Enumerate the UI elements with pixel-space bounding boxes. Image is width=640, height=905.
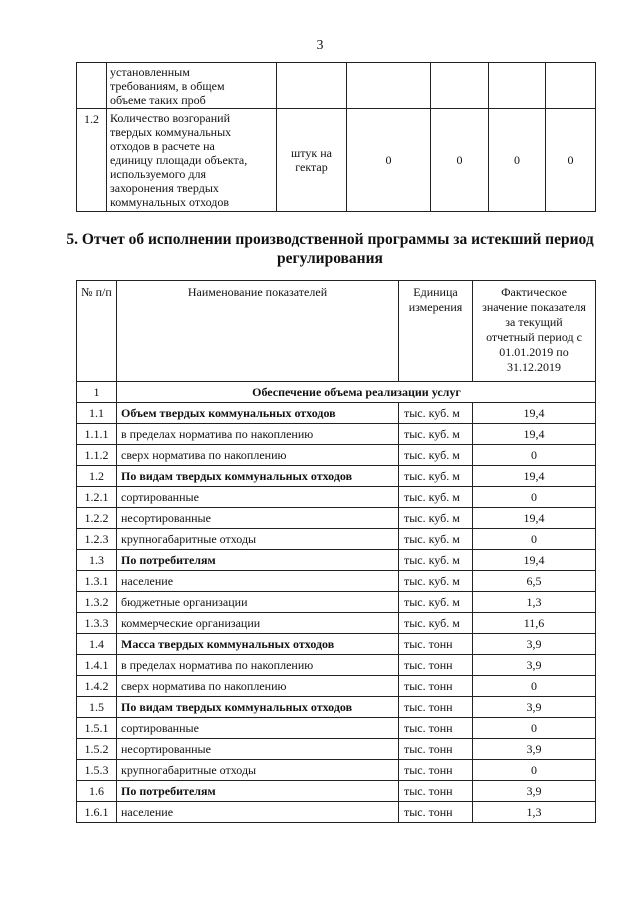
- row-number: 1.3: [77, 550, 117, 571]
- value-cell: 0: [473, 445, 596, 466]
- name-line: установленным: [110, 65, 190, 79]
- row-number: 1: [77, 382, 117, 403]
- indicator-name: По потребителям: [117, 781, 399, 802]
- row-number: 1.1.1: [77, 424, 117, 445]
- name-line: твердых коммунальных: [110, 125, 232, 139]
- value-cell: [489, 63, 546, 109]
- indicator-name: сортированные: [117, 487, 399, 508]
- value-cell: [431, 63, 489, 109]
- header-unit-line: Единица: [413, 285, 458, 299]
- header-value-line: 01.01.2019 по: [499, 345, 569, 359]
- value-cell: 0: [347, 109, 431, 212]
- row-number: 1.5.1: [77, 718, 117, 739]
- name-line: требованиям, в общем: [110, 79, 225, 93]
- value-cell: [546, 63, 596, 109]
- unit-cell: тыс. куб. м: [399, 550, 473, 571]
- indicator-name: [107, 63, 277, 109]
- value-cell: 0: [473, 676, 596, 697]
- unit-cell: тыс. куб. м: [399, 466, 473, 487]
- unit-cell: тыс. тонн: [399, 739, 473, 760]
- indicator-name: [107, 109, 277, 212]
- unit-cell: тыс. тонн: [399, 676, 473, 697]
- unit-cell: тыс. тонн: [399, 634, 473, 655]
- name-line: коммунальных отходов: [110, 195, 230, 209]
- row-number: 1.1.2: [77, 445, 117, 466]
- table-row: [77, 571, 596, 592]
- indicator-name: Масса твердых коммунальных отходов: [117, 634, 399, 655]
- table-row: [77, 634, 596, 655]
- indicator-name: бюджетные организации: [117, 592, 399, 613]
- row-number: 1.3.1: [77, 571, 117, 592]
- value-cell: 3,9: [473, 781, 596, 802]
- unit-cell: тыс. тонн: [399, 760, 473, 781]
- row-number: 1.4.1: [77, 655, 117, 676]
- row-number: 1.6: [77, 781, 117, 802]
- section-row: [77, 382, 596, 403]
- table-row: [77, 508, 596, 529]
- row-number: 1.2.3: [77, 529, 117, 550]
- value-cell: 19,4: [473, 424, 596, 445]
- table-row: [77, 63, 596, 109]
- row-number: 1.4.2: [77, 676, 117, 697]
- value-cell: 6,5: [473, 571, 596, 592]
- row-number: 1.2.1: [77, 487, 117, 508]
- row-number: 1.3.3: [77, 613, 117, 634]
- name-line: отходов в расчете на: [110, 139, 215, 153]
- value-cell: 3,9: [473, 697, 596, 718]
- indicator-name: По видам твердых коммунальных отходов: [117, 697, 399, 718]
- row-number: 1.1: [77, 403, 117, 424]
- indicator-name: несортированные: [117, 508, 399, 529]
- unit-cell: тыс. куб. м: [399, 424, 473, 445]
- unit-cell: тыс. тонн: [399, 697, 473, 718]
- row-number: [77, 63, 107, 109]
- header-unit: [399, 281, 473, 382]
- unit-cell: [277, 63, 347, 109]
- indicator-name: По видам твердых коммунальных отходов: [117, 466, 399, 487]
- header-value: [473, 281, 596, 382]
- indicator-name: в пределах норматива по накоплению: [117, 424, 399, 445]
- name-line: используемого для: [110, 167, 206, 181]
- unit-cell: тыс. тонн: [399, 781, 473, 802]
- unit-cell: тыс. куб. м: [399, 571, 473, 592]
- table-row: [77, 781, 596, 802]
- value-cell: 3,9: [473, 655, 596, 676]
- table-row: [77, 592, 596, 613]
- value-cell: [347, 63, 431, 109]
- unit-cell: тыс. куб. м: [399, 403, 473, 424]
- header-unit-line: измерения: [408, 300, 463, 314]
- value-cell: 19,4: [473, 550, 596, 571]
- value-cell: 0: [473, 760, 596, 781]
- row-number: 1.6.1: [77, 802, 117, 823]
- value-cell: 3,9: [473, 739, 596, 760]
- table-row: [77, 403, 596, 424]
- name-line: Количество возгораний: [110, 111, 231, 125]
- row-number: 1.5.2: [77, 739, 117, 760]
- unit-cell: тыс. куб. м: [399, 592, 473, 613]
- table-row: [77, 676, 596, 697]
- report-table: [76, 280, 596, 823]
- continued-table: [76, 62, 596, 212]
- value-cell: 0: [473, 487, 596, 508]
- table-row: [77, 655, 596, 676]
- indicator-name: сортированные: [117, 718, 399, 739]
- value-cell: 1,3: [473, 592, 596, 613]
- table-row: [77, 550, 596, 571]
- value-cell: 19,4: [473, 508, 596, 529]
- table-row: [77, 487, 596, 508]
- row-number: 1.4: [77, 634, 117, 655]
- indicator-name: крупногабаритные отходы: [117, 760, 399, 781]
- header-value-line: за текущий: [505, 315, 563, 329]
- unit-cell: тыс. тонн: [399, 655, 473, 676]
- section-title-line: 5. Отчет об исполнении производственной программы за истекший период: [66, 231, 594, 248]
- header-value-line: отчетный период с: [486, 330, 582, 344]
- unit-cell: тыс. куб. м: [399, 508, 473, 529]
- section-row-name: Обеспечение объема реализации услуг: [117, 382, 596, 403]
- page-number: 3: [316, 38, 324, 53]
- indicator-name: несортированные: [117, 739, 399, 760]
- name-line: объеме таких проб: [110, 93, 206, 107]
- header-value-line: 31.12.2019: [507, 360, 561, 374]
- row-number: 1.2: [77, 466, 117, 487]
- unit-cell: [277, 109, 347, 212]
- header-name: Наименование показателей: [117, 281, 399, 382]
- header-number: № п/п: [77, 281, 117, 382]
- table-header-row: [77, 281, 596, 382]
- header-value-line: Фактическое: [501, 285, 567, 299]
- indicator-name: население: [117, 802, 399, 823]
- value-cell: 11,6: [473, 613, 596, 634]
- table-row: [77, 109, 596, 212]
- table-row: [77, 445, 596, 466]
- indicator-name: сверх норматива по накоплению: [117, 676, 399, 697]
- header-value-line: значение показателя: [482, 300, 586, 314]
- value-cell: 19,4: [473, 466, 596, 487]
- table-row: [77, 424, 596, 445]
- value-cell: 0: [473, 718, 596, 739]
- indicator-name: население: [117, 571, 399, 592]
- unit-line: гектар: [295, 160, 328, 174]
- row-number: 1.3.2: [77, 592, 117, 613]
- table-row: [77, 613, 596, 634]
- section-title: [60, 230, 600, 268]
- section-title-line: регулирования: [277, 250, 383, 267]
- row-number: 1.5: [77, 697, 117, 718]
- row-number: 1.2: [77, 109, 107, 212]
- unit-cell: тыс. тонн: [399, 802, 473, 823]
- value-cell: 1,3: [473, 802, 596, 823]
- unit-cell: тыс. куб. м: [399, 613, 473, 634]
- value-cell: 0: [489, 109, 546, 212]
- row-number: 1.2.2: [77, 508, 117, 529]
- row-number: 1.5.3: [77, 760, 117, 781]
- unit-cell: тыс. куб. м: [399, 529, 473, 550]
- value-cell: 3,9: [473, 634, 596, 655]
- value-cell: 0: [546, 109, 596, 212]
- indicator-name: Объем твердых коммунальных отходов: [117, 403, 399, 424]
- table-row: [77, 466, 596, 487]
- table-row: [77, 718, 596, 739]
- value-cell: 0: [431, 109, 489, 212]
- indicator-name: По потребителям: [117, 550, 399, 571]
- table-row: [77, 802, 596, 823]
- indicator-name: коммерческие организации: [117, 613, 399, 634]
- table-row: [77, 529, 596, 550]
- indicator-name: сверх норматива по накоплению: [117, 445, 399, 466]
- table-row: [77, 697, 596, 718]
- table-row: [77, 739, 596, 760]
- unit-cell: тыс. куб. м: [399, 487, 473, 508]
- unit-cell: тыс. куб. м: [399, 445, 473, 466]
- name-line: единицу площади объекта,: [110, 153, 248, 167]
- unit-cell: тыс. тонн: [399, 718, 473, 739]
- indicator-name: в пределах норматива по накоплению: [117, 655, 399, 676]
- value-cell: 0: [473, 529, 596, 550]
- value-cell: 19,4: [473, 403, 596, 424]
- name-line: захоронения твердых: [110, 181, 219, 195]
- indicator-name: крупногабаритные отходы: [117, 529, 399, 550]
- unit-line: штук на: [291, 146, 332, 160]
- table-row: [77, 760, 596, 781]
